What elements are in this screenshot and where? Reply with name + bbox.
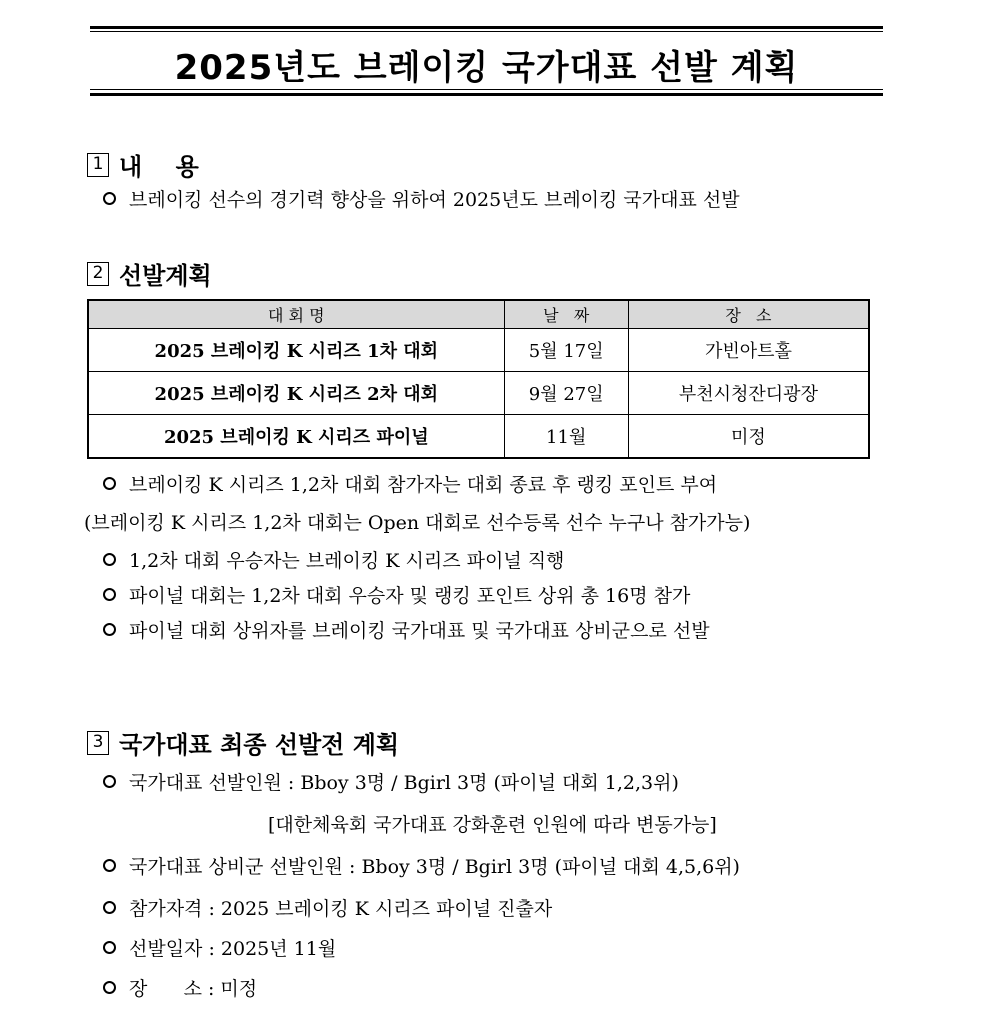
circle-bullet-icon <box>103 623 116 636</box>
section-number-box: 3 <box>87 731 109 755</box>
bullet-text: 국가대표 선발인원 : Bboy 3명 / Bgirl 3명 (파이널 대회 1,2,3위) <box>129 772 679 794</box>
note-line <box>84 508 750 535</box>
date-cell: 5월 17일 <box>504 329 628 372</box>
venue-cell: 미정 <box>628 415 869 459</box>
bullet-line <box>103 546 564 573</box>
note-line <box>268 810 717 837</box>
circle-bullet-icon <box>103 553 116 566</box>
bullet-text: 파이널 대회는 1,2차 대회 우승자 및 랭킹 포인트 상위 총 16명 참가 <box>129 585 691 607</box>
bullet-text: 1,2차 대회 우승자는 브레이킹 K 시리즈 파이널 직행 <box>129 550 565 572</box>
note-text: (브레이킹 K 시리즈 1,2차 대회는 Open 대회로 선수등록 선수 누구나 참가가능) <box>84 512 751 534</box>
header-date: 날 짜 <box>504 300 628 329</box>
table-row <box>88 372 869 415</box>
bullet-text: 브레이킹 K 시리즈 1,2차 대회 참가자는 대회 종료 후 랭킹 포인트 부여 <box>129 474 718 496</box>
bullet-text: 국가대표 상비군 선발인원 : Bboy 3명 / Bgirl 3명 (파이널 대회 4,5,6위) <box>129 856 740 878</box>
circle-bullet-icon <box>103 192 116 205</box>
note-text: [대한체육회 국가대표 강화훈련 인원에 따라 변동가능] <box>268 814 717 836</box>
section-2-heading <box>87 256 212 291</box>
circle-bullet-icon <box>103 588 116 601</box>
selection-plan-table <box>87 299 870 459</box>
title-top-rule-thin <box>90 31 883 32</box>
bullet-text: 장 소 : 미정 <box>129 978 258 1000</box>
header-venue: 장 소 <box>628 300 869 329</box>
event-name-cell: 2025 브레이킹 K 시리즈 파이널 <box>88 415 504 459</box>
circle-bullet-icon <box>103 941 116 954</box>
table-row <box>88 415 869 459</box>
date-cell: 9월 27일 <box>504 372 628 415</box>
section-3-heading <box>87 725 399 760</box>
circle-bullet-icon <box>103 775 116 788</box>
bullet-line <box>103 894 552 921</box>
circle-bullet-icon <box>103 477 116 490</box>
bullet-line <box>103 974 257 1001</box>
bullet-line <box>103 185 740 212</box>
section-title: 내 용 <box>119 153 199 181</box>
section-number-box: 2 <box>87 262 109 286</box>
page-title: 2025년도 브레이킹 국가대표 선발 계획 <box>174 48 799 88</box>
event-name-cell: 2025 브레이킹 K 시리즈 1차 대회 <box>88 329 504 372</box>
title-bottom-rule <box>90 93 883 96</box>
section-title: 선발계획 <box>119 262 212 290</box>
table-row <box>88 329 869 372</box>
bullet-line <box>103 616 710 643</box>
header-event-name: 대 회 명 <box>88 300 504 329</box>
bullet-text: 참가자격 : 2025 브레이킹 K 시리즈 파이널 진출자 <box>129 898 553 920</box>
bullet-text: 파이널 대회 상위자를 브레이킹 국가대표 및 국가대표 상비군으로 선발 <box>129 620 710 642</box>
event-name-cell: 2025 브레이킹 K 시리즈 2차 대회 <box>88 372 504 415</box>
bullet-text: 선발일자 : 2025년 11월 <box>129 938 337 960</box>
title-bottom-rule-thin <box>90 89 883 90</box>
bullet-line <box>103 934 336 961</box>
bullet-line <box>103 470 717 497</box>
venue-cell: 가빈아트홀 <box>628 329 869 372</box>
circle-bullet-icon <box>103 981 116 994</box>
bullet-line <box>103 852 740 879</box>
venue-cell: 부천시청잔디광장 <box>628 372 869 415</box>
title-block <box>90 26 883 96</box>
table-header-row <box>88 300 869 329</box>
title-top-rule <box>90 26 883 29</box>
bullet-line <box>103 768 679 795</box>
bullet-text: 브레이킹 선수의 경기력 향상을 위하여 2025년도 브레이킹 국가대표 선발 <box>129 189 740 211</box>
section-title: 국가대표 최종 선발전 계획 <box>119 731 400 759</box>
circle-bullet-icon <box>103 859 116 872</box>
section-number-box: 1 <box>87 153 109 177</box>
bullet-line <box>103 581 690 608</box>
circle-bullet-icon <box>103 901 116 914</box>
date-cell: 11월 <box>504 415 628 459</box>
section-1-heading <box>87 147 199 182</box>
